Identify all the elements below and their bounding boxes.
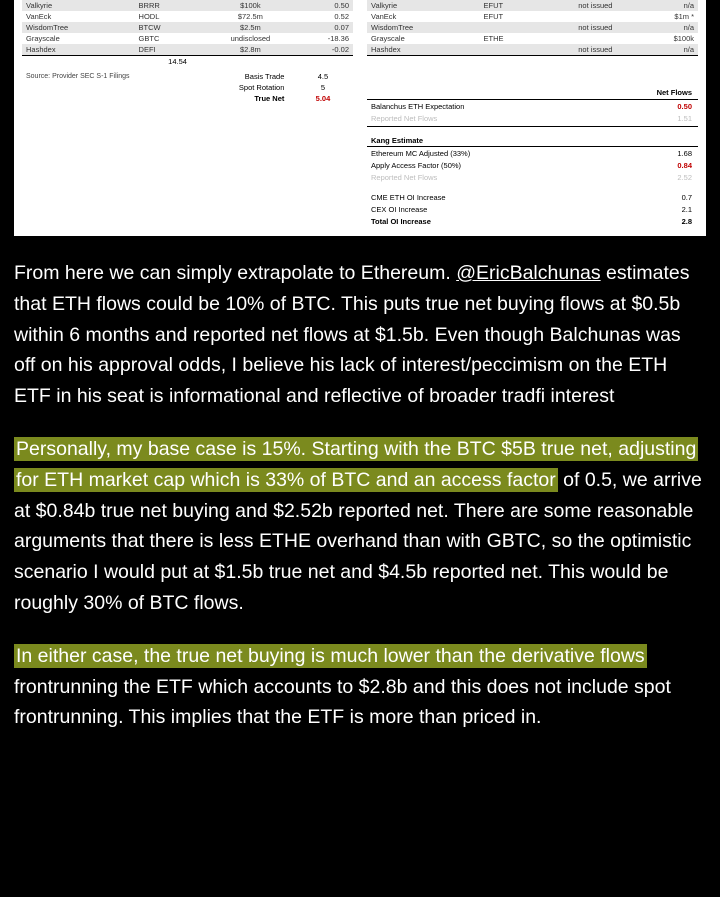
number-cell: -0.02 [293,44,353,56]
total-flows-value: 14.54 [168,57,187,66]
issuer-cell: Valkyrie [367,0,480,11]
paragraph-3-text: frontrunning the ETF which accounts to $2.8b and this does not include spot frontrunning. This implies that the ETF is more than priced in. [14,675,671,729]
kv-label: Reported Net Flows [371,172,438,182]
value-cell: not issued [552,22,638,33]
issuer-cell: VanEck [367,11,480,22]
net-flows-header: Net Flows [367,78,698,100]
value-cell: $2.8m [207,44,293,56]
ticker-cell: EFUT [480,11,553,22]
kv-value: 2.52 [677,172,692,182]
kv-value: 0.84 [677,160,692,170]
ticker-cell: BTCW [135,22,208,33]
kv-value: 2.8 [681,216,692,226]
ticker-cell: BRRR [135,0,208,11]
ticker-cell [480,44,553,56]
table-row [367,0,698,11]
eth-flows-panel [367,0,698,227]
divider [367,126,698,127]
issuer-cell: Hashdex [22,44,135,56]
issuer-cell: Grayscale [22,33,135,44]
value-cell: undisclosed [207,33,293,44]
value-cell: not issued [552,0,638,11]
open-interest-block [367,191,698,227]
kv-label: Total OI Increase [371,216,431,226]
kv-row [367,147,698,159]
ticker-cell: ETHE [480,33,553,44]
kang-estimate-block [367,147,698,183]
issuer-cell: VanEck [22,11,135,22]
source-note: Source: Provider SEC S-1 Filings [26,73,130,80]
value-cell: $2.5m [207,22,293,33]
ticker-cell [480,22,553,33]
summary-label: Basis Trade [244,72,285,81]
kv-value: 1.68 [677,148,692,158]
kv-label: CME ETH OI Increase [371,192,446,202]
value-cell [552,11,638,22]
btc-issuer-table [22,0,353,56]
number-cell: 0.07 [293,22,353,33]
table-row [367,22,698,33]
summary-label: Spot Rotation [238,83,285,92]
number-cell: n/a [638,0,698,11]
number-cell: -18.36 [293,33,353,44]
value-cell: not issued [552,44,638,56]
number-cell: 0.52 [293,11,353,22]
true-net-summary [162,71,353,104]
table-row [22,22,353,33]
summary-label: True Net [254,94,285,103]
table-row [367,33,698,44]
paragraph-1-text-a: From here we can simply extrapolate to Ethereum. [14,262,457,284]
kv-row [367,191,698,203]
highlighted-text-base-case: Personally, my base case is 15%. Starting with the BTC $5B true net, adjusting for ETH market cap which is 33% of BTC and an access factor [16,437,697,491]
number-cell: $1m * [638,11,698,22]
ticker-cell: EFUT [480,0,553,11]
kv-label: Reported Net Flows [371,113,438,123]
table-row [22,33,353,44]
paragraph-1 [14,258,706,412]
table-row [367,44,698,56]
ticker-cell: DEFI [135,44,208,56]
number-cell: n/a [638,44,698,56]
issuer-cell: WisdomTree [22,22,135,33]
kv-row [367,159,698,171]
balchunas-estimate-block [367,100,698,124]
ticker-cell: GBTC [135,33,208,44]
eth-issuer-table [367,0,698,56]
kv-value: 1.51 [677,113,692,123]
kv-value: 0.50 [677,101,692,111]
kv-value: 2.1 [681,204,692,214]
kv-label: Ethereum MC Adjusted (33%) [371,148,471,158]
ticker-cell: HODL [135,11,208,22]
kv-row [367,171,698,183]
article-body [0,236,720,733]
paragraph-2 [14,434,706,619]
kv-label: CEX OI Increase [371,204,428,214]
btc-flows-panel [22,0,353,227]
issuer-cell: Grayscale [367,33,480,44]
table-row [22,0,353,11]
value-cell: $100k [207,0,293,11]
number-cell: n/a [638,22,698,33]
kv-row [367,203,698,215]
value-cell: $72.5m [207,11,293,22]
issuer-cell: Valkyrie [22,0,135,11]
paragraph-1-text-b: estimates that ETH flows could be 10% of BTC. This puts true net buying flows at $0.5b within 6 months and reported net flows at $1.5b. Even though Balchunas was off on his approval odds, I believe his lack of interest/peccimism on the ETH ETF in his seat is informational and reflective of broader tradfi interest [14,262,690,408]
issuer-cell: Hashdex [367,44,480,56]
table-row [22,11,353,22]
issuer-cell: WisdomTree [367,22,480,33]
paragraph-3 [14,641,706,733]
kv-row [367,100,698,112]
summary-row [162,82,353,93]
summary-value: 4.5 [317,72,329,81]
kv-label: Apply Access Factor (50%) [371,160,462,170]
kv-label: Balanchus ETH Expectation [371,101,465,111]
value-cell [552,33,638,44]
kv-row [367,112,698,124]
user-mention-link[interactable]: @EricBalchunas [456,262,601,284]
kv-value: 0.7 [681,192,692,202]
highlighted-text-derivative-flows: In either case, the true net buying is much lower than the derivative flows [16,644,645,667]
summary-value: 5.04 [315,94,331,103]
paragraph-2-text: of 0.5, we arrive at $0.84b true net buying and $2.52b reported net. There are some reasonable arguments that there is less ETHE overhand than with GBTC, so the optimistic scenario I would put at $1.5b true net and $4.5b reported net. This would be roughly 30% of BTC flows. [14,468,702,614]
summary-row-total [162,93,353,104]
number-cell: $100k [638,33,698,44]
table-row [22,44,353,56]
kang-estimate-header: Kang Estimate [371,136,424,145]
summary-value: 5 [320,83,326,92]
embedded-chart-image[interactable] [14,0,706,236]
number-cell: 0.50 [293,0,353,11]
table-row [367,11,698,22]
summary-row [162,71,353,82]
kv-row-total [367,215,698,227]
